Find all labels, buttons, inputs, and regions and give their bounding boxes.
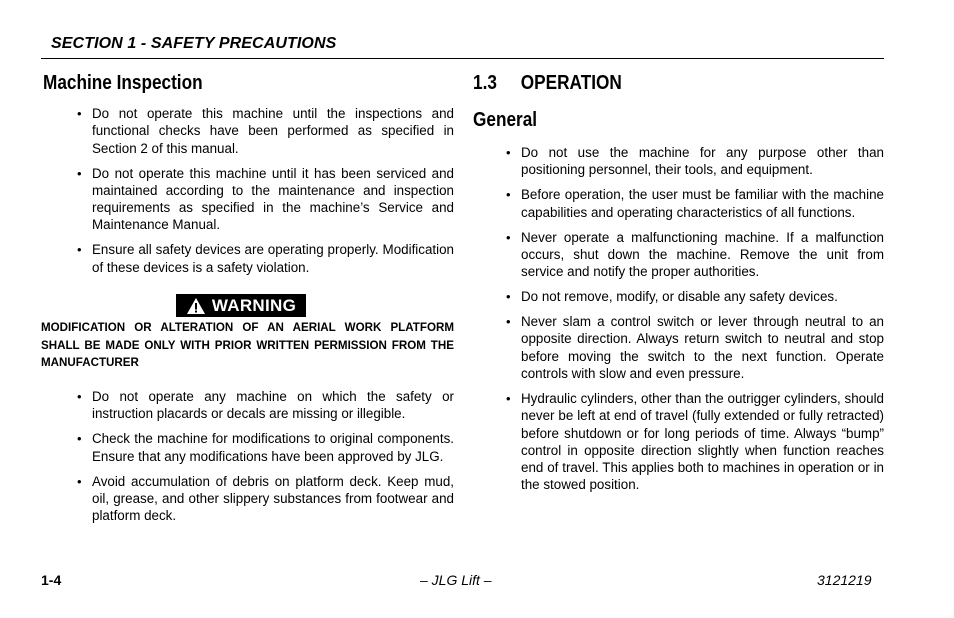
inspection-list-bottom bbox=[77, 388, 454, 532]
section-title: SECTION 1 - SAFETY PRECAUTIONS bbox=[51, 35, 337, 52]
inspection-list-top bbox=[77, 105, 454, 284]
list-item: • Do not operate any machine on which the safety or instruction placards or decals are missing or illegible. bbox=[77, 388, 454, 423]
general-subheading: General bbox=[473, 109, 538, 131]
operation-heading: 1.3 OPERATION bbox=[473, 72, 622, 94]
list-item: • Do not use the machine for any purpose other than positioning personnel, their tools, and equipment. bbox=[506, 144, 884, 179]
list-item: • Before operation, the user must be familiar with the machine capabilities and operating characteristics of all functions. bbox=[506, 186, 884, 221]
machine-inspection-heading: Machine Inspection bbox=[43, 72, 203, 94]
footer-title: – JLG Lift – bbox=[420, 572, 492, 588]
document-number: 3121219 bbox=[817, 572, 872, 588]
list-item: • Do not remove, modify, or disable any safety devices. bbox=[506, 288, 884, 305]
list-item: • Never operate a malfunctioning machine. If a malfunction occurs, shut down the machine. Remove the unit from service and notify the proper authorities. bbox=[506, 229, 884, 281]
warning-text: MODIFICATION OR ALTERATION OF AN AERIAL WORK PLATFORM SHALL BE MADE ONLY WITH PRIOR WRITTEN PERMISSION FROM THE MANUFACTURER bbox=[41, 321, 454, 369]
warning-banner bbox=[176, 294, 306, 317]
list-item: • Ensure all safety devices are operating properly. Modification of these devices is a safety violation. bbox=[77, 241, 454, 276]
warning-label: WARNING bbox=[211, 295, 297, 315]
header-rule bbox=[41, 58, 884, 59]
list-item: • Do not operate this machine until the inspections and functional checks have been performed as specified in Section 2 of this manual. bbox=[77, 105, 454, 157]
operation-list bbox=[506, 144, 884, 501]
list-item: • Avoid accumulation of debris on platform deck. Keep mud, oil, grease, and other slippery substances from footwear and platform deck. bbox=[77, 473, 454, 525]
warning-triangle-icon bbox=[186, 297, 206, 315]
list-item: • Never slam a control switch or lever through neutral to an opposite direction. Always return switch to neutral and stop before moving the switch to the next function. Operate controls with slow and even pressure. bbox=[506, 313, 884, 382]
list-item: • Hydraulic cylinders, other than the outrigger cylinders, should never be left at end of travel (fully extended or fully retracted) before shutdown or for long periods of time. Always “bump” control in opposite direction slightly when function reaches end of travel. This applies both to machines in operation or in the stowed position. bbox=[506, 390, 884, 494]
list-item: • Do not operate this machine until it has been serviced and maintained according to the maintenance and inspection requirements as specified in the machine’s Service and Maintenance Manual. bbox=[77, 165, 454, 234]
list-item: • Check the machine for modifications to original components. Ensure that any modifications have been approved by JLG. bbox=[77, 430, 454, 465]
page-number: 1-4 bbox=[41, 572, 62, 588]
